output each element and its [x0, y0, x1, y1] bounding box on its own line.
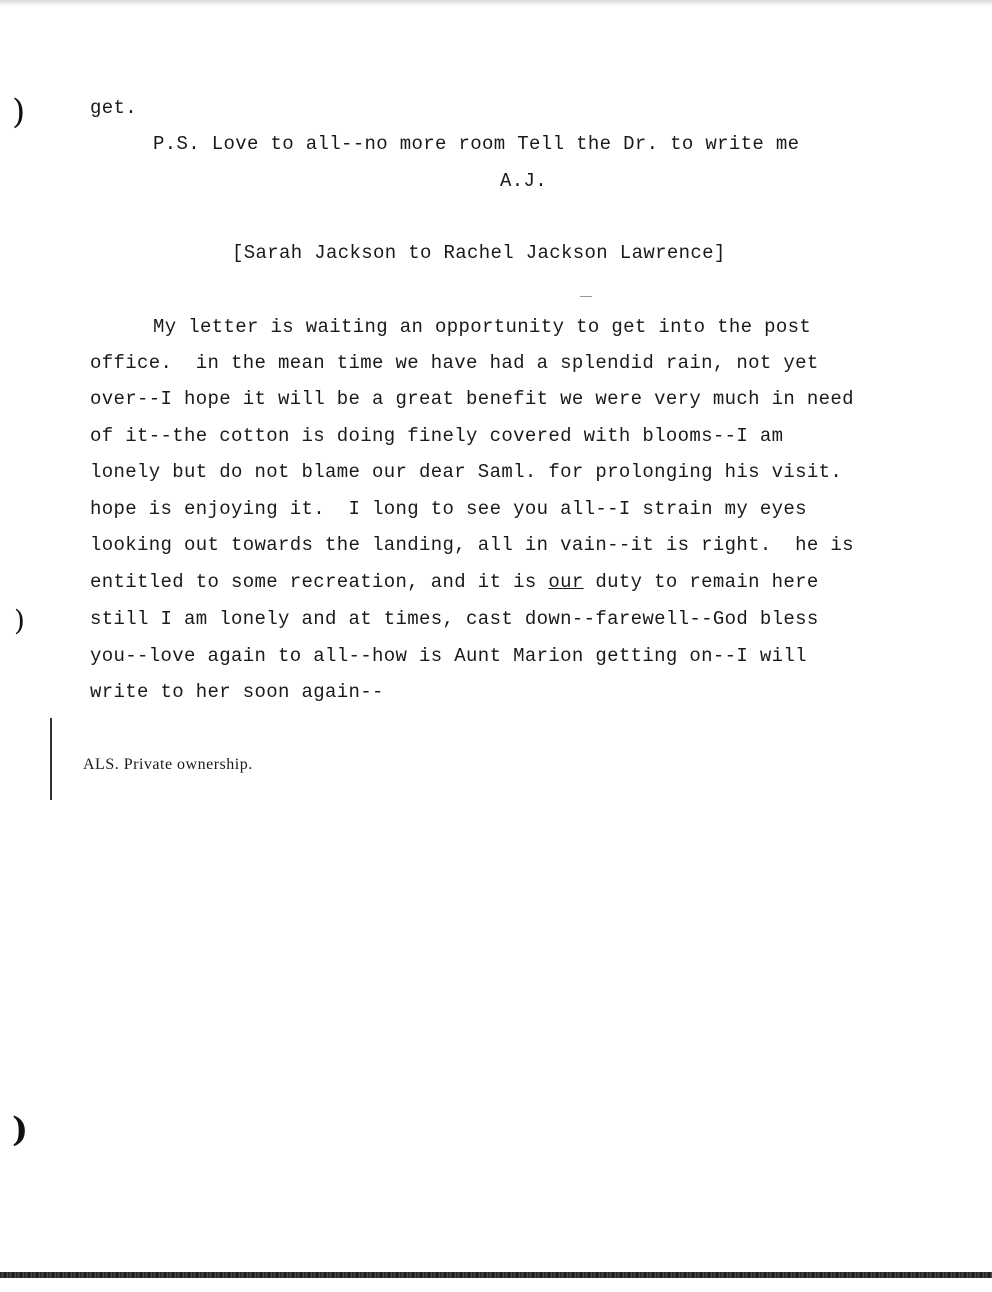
binder-hole-mark-top: ): [12, 92, 26, 132]
signature: A.J.: [500, 170, 548, 192]
source-citation: ALS. Private ownership.: [83, 756, 253, 773]
body-line: still I am lonely and at times, cast down--farewell--God bless: [90, 608, 819, 630]
body-line: [90, 571, 819, 593]
binder-hole-mark-bottom: ): [12, 1110, 29, 1150]
binder-hole-mark-middle: ): [14, 604, 25, 637]
body-line-segment: duty to remain here: [583, 571, 819, 593]
scan-top-edge: [0, 0, 992, 6]
body-line: write to her soon again--: [90, 681, 384, 703]
letter-heading: [Sarah Jackson to Rachel Jackson Lawrence]: [232, 242, 726, 264]
postscript: P.S. Love to all--no more room Tell the Dr. to write me: [153, 133, 800, 155]
scan-bottom-edge: [0, 1272, 992, 1278]
body-line: office. in the mean time we have had a splendid rain, not yet: [90, 352, 819, 374]
body-line: looking out towards the landing, all in vain--it is right. he is: [90, 534, 854, 556]
body-line: of it--the cotton is doing finely covered with blooms--I am: [90, 425, 784, 447]
body-line: you--love again to all--how is Aunt Marion getting on--I will: [90, 645, 807, 667]
body-line: My letter is waiting an opportunity to get into the post: [153, 316, 812, 338]
body-line: hope is enjoying it. I long to see you all--I strain my eyes: [90, 498, 807, 520]
body-line-segment: entitled to some recreation, and it is: [90, 571, 549, 593]
letter-continuation: get.: [90, 97, 138, 119]
margin-bar: [50, 718, 52, 800]
body-line: lonely but do not blame our dear Saml. for prolonging his visit.: [90, 461, 843, 483]
scan-speck: [580, 296, 592, 297]
underlined-word: our: [548, 571, 584, 593]
body-line: over--I hope it will be a great benefit we were very much in need: [90, 388, 854, 410]
